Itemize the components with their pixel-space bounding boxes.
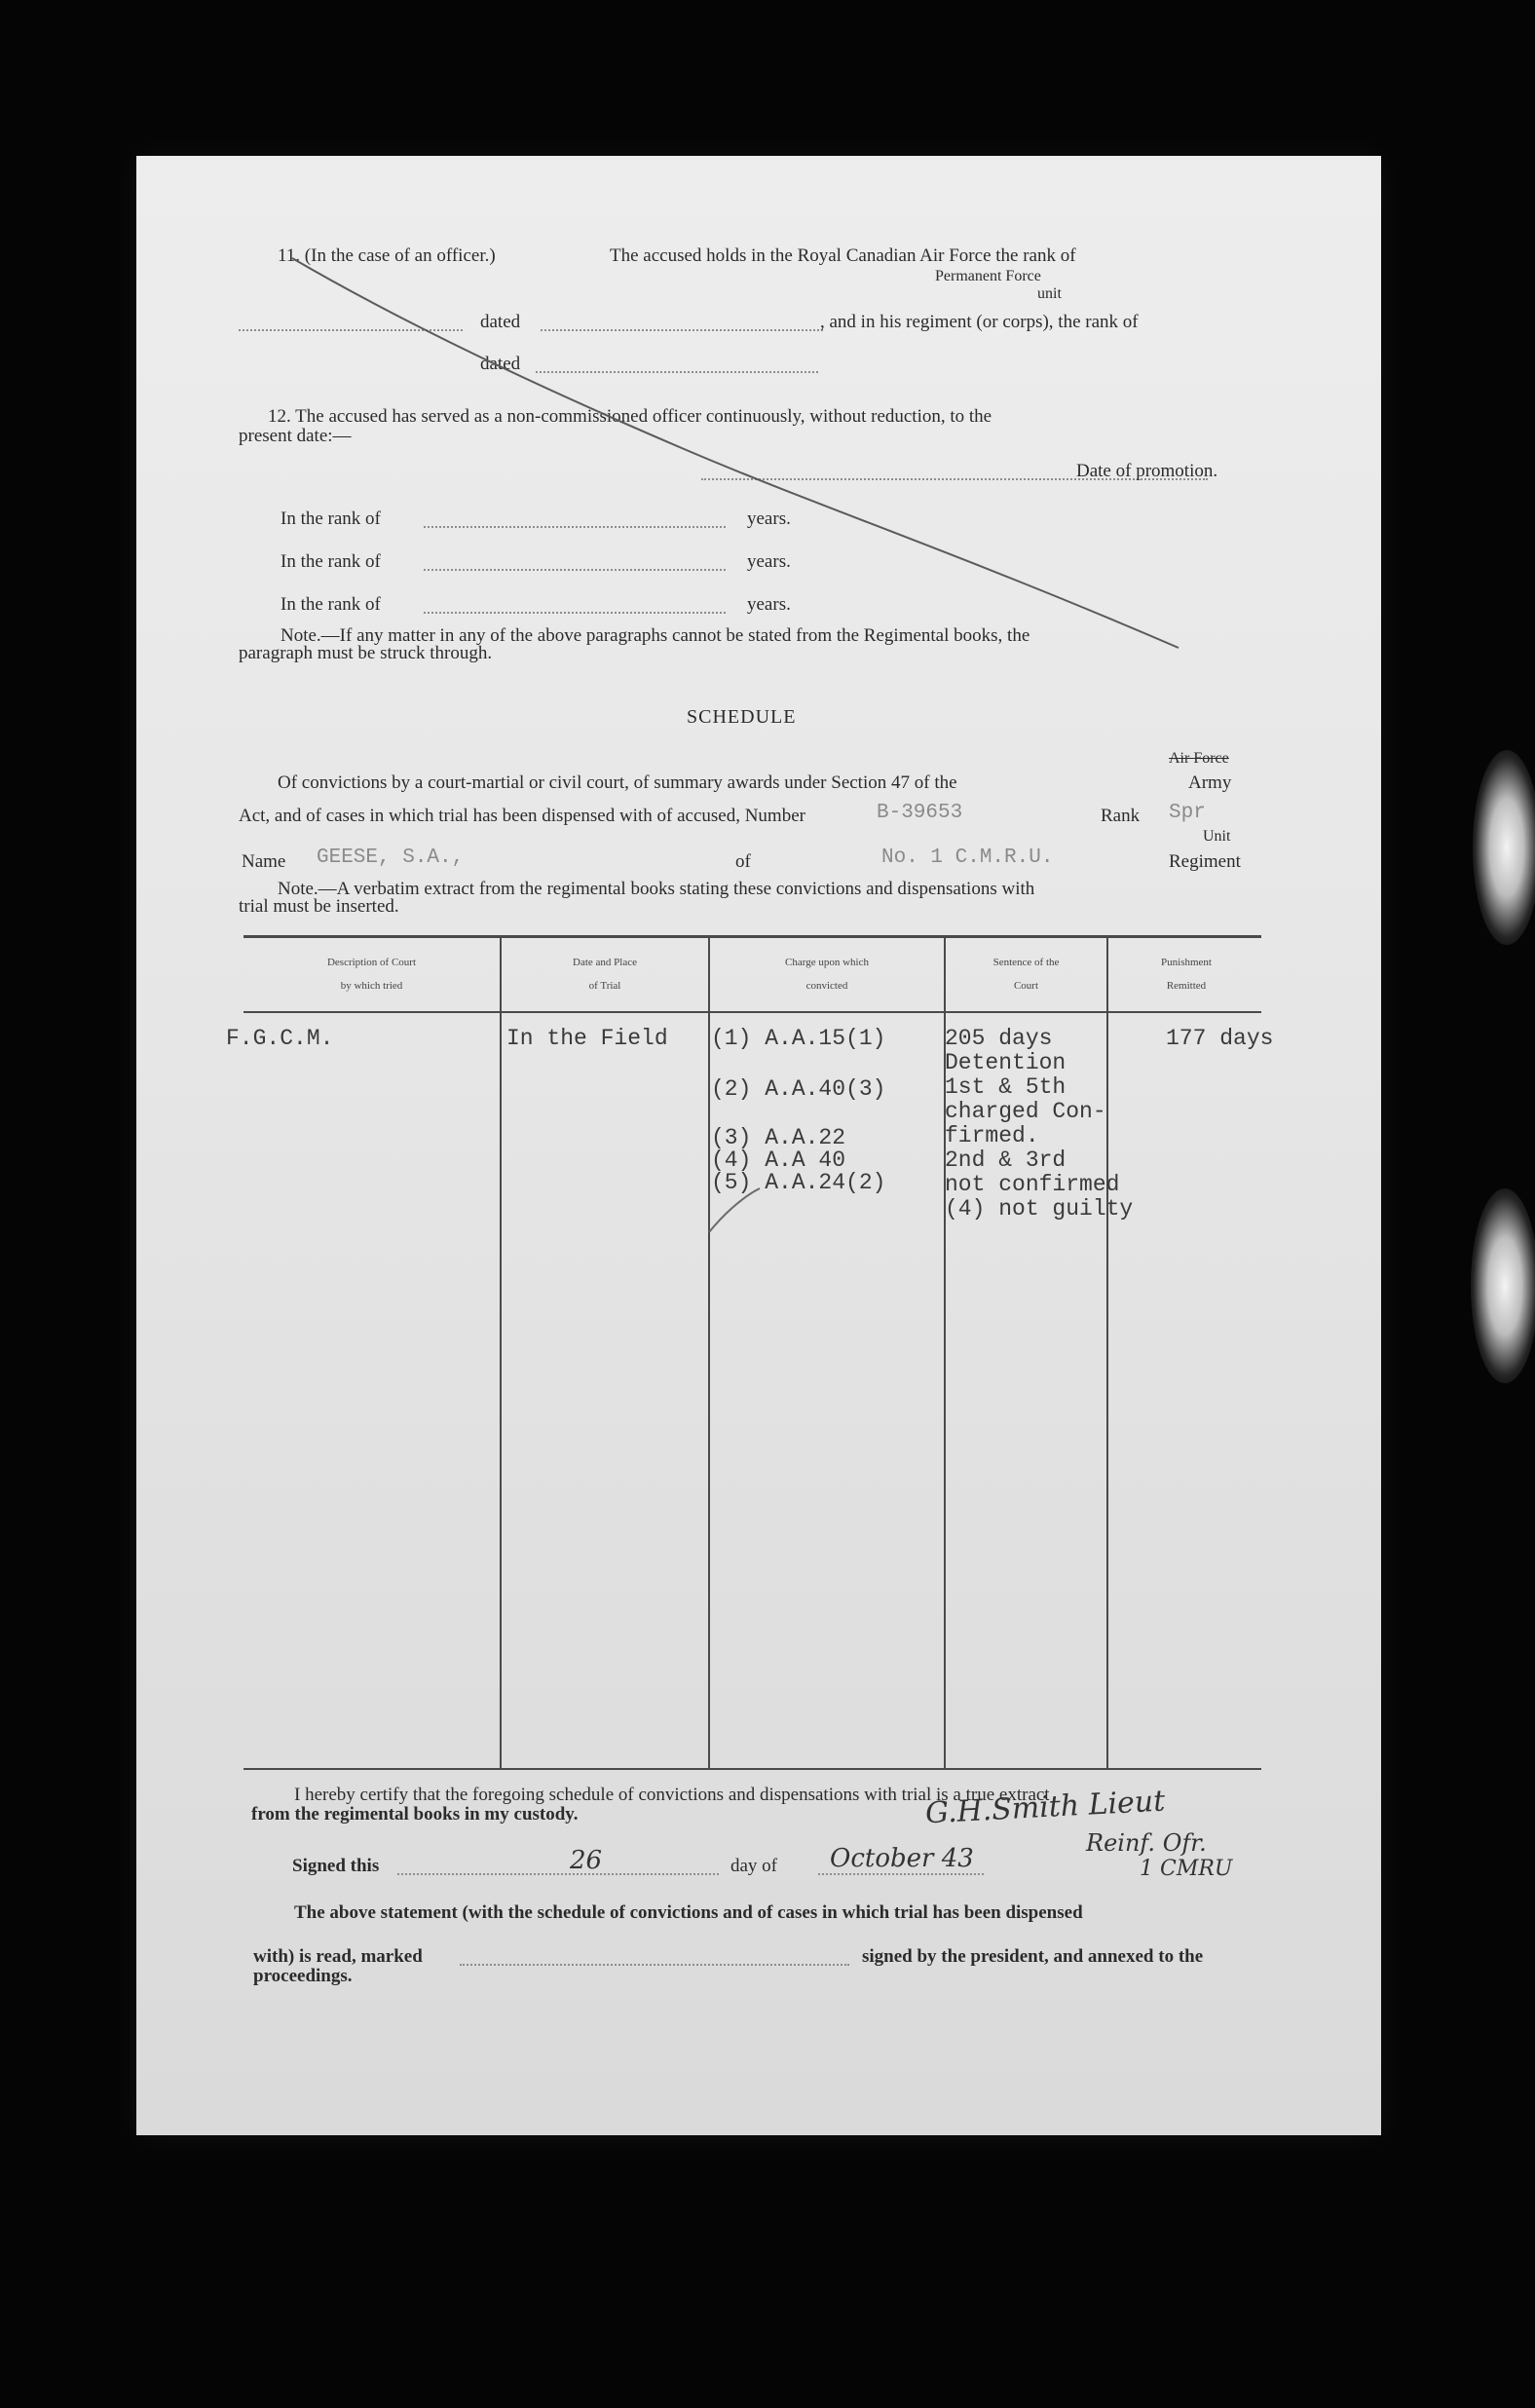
- cert-statement-line2b: signed by the president, and annexed to the: [862, 1946, 1204, 1967]
- cell-remitted: 177 days: [1166, 1026, 1274, 1051]
- cell-charge-2: (2) A.A.40(3): [711, 1076, 886, 1102]
- schedule-struck-word: Air Force: [1169, 750, 1229, 767]
- cert-day-of: day of: [730, 1856, 778, 1876]
- table-col-divider-2: [708, 938, 710, 1768]
- cell-charge-3: (3) A.A.22: [711, 1125, 846, 1150]
- header-charge-1: Charge upon which: [785, 957, 869, 968]
- cell-sentence-2: Detention: [945, 1050, 1067, 1075]
- header-place-1: Date and Place: [573, 957, 637, 968]
- rank-row-2-years: years.: [747, 551, 791, 572]
- cell-charge-4: (4) A.A 40: [711, 1148, 846, 1173]
- film-glare-upper: [1473, 750, 1535, 945]
- rank-row-2-label: In the rank of: [281, 551, 381, 572]
- schedule-note-line2: trial must be inserted.: [239, 896, 399, 917]
- rank-row-1-label: In the rank of: [281, 508, 381, 529]
- rank-row-3-years: years.: [747, 594, 791, 615]
- para11-prefix: 11. (In the case of an officer.): [278, 245, 496, 266]
- header-remitted-2: Remitted: [1166, 980, 1207, 992]
- para11-dated-label: dated: [480, 312, 521, 332]
- schedule-of-value: No. 1 C.M.R.U.: [881, 847, 1054, 869]
- header-charge-2: convicted: [805, 980, 848, 992]
- schedule-rank-label: Rank: [1101, 806, 1141, 826]
- table-bottom-rule: [243, 1768, 1261, 1770]
- cell-sentence-6: 2nd & 3rd: [945, 1148, 1067, 1173]
- cert-statement-line1: The above statement (with the schedule of convictions and of cases in which trial has been dispensed: [294, 1902, 1083, 1923]
- schedule-title: SCHEDULE: [687, 706, 797, 728]
- cell-sentence-3: 1st & 5th: [945, 1074, 1067, 1100]
- schedule-regiment-label: Regiment: [1169, 851, 1241, 872]
- cell-sentence-8: (4) not guilty: [945, 1196, 1134, 1222]
- cert-month-line: [818, 1873, 984, 1875]
- note1-line1: Note.—If any matter in any of the above paragraphs cannot be stated from the Regimental books, the: [281, 625, 1030, 646]
- cell-court: F.G.C.M.: [226, 1026, 334, 1051]
- cell-sentence-4: charged Con-: [945, 1099, 1106, 1124]
- cert-signature-sub: Reinf. Ofr.: [1086, 1829, 1207, 1857]
- para11-sub2: unit: [1037, 285, 1062, 302]
- para11-sub1: Permanent Force: [935, 268, 1041, 284]
- para12-line1: 12. The accused has served as a non-commissioned officer continuously, without reduction, to the: [268, 406, 992, 427]
- schedule-name-value: GEESE, S.A.,: [317, 847, 465, 869]
- cert-statement-line2a: with) is read, marked: [253, 1946, 423, 1967]
- header-court-2: by which tried: [340, 980, 403, 992]
- document-page: [136, 156, 1381, 2135]
- table-col-divider-1: [500, 938, 502, 1768]
- cell-place: In the Field: [506, 1026, 668, 1051]
- cert-day-value: 26: [570, 1846, 603, 1875]
- header-sentence-1: Sentence of the: [992, 957, 1060, 968]
- cert-line1: I hereby certify that the foregoing schedule of convictions and dispensations with trial is a true extract: [294, 1785, 1050, 1805]
- table-col-divider-4: [1106, 938, 1108, 1768]
- schedule-rank-value: Spr: [1169, 802, 1206, 824]
- table-header-rule: [243, 1011, 1261, 1013]
- schedule-name-label: Name: [242, 851, 286, 872]
- film-glare-lower: [1471, 1188, 1535, 1383]
- header-court-1: Description of Court: [326, 957, 417, 968]
- schedule-note-line1: Note.—A verbatim extract from the regimental books stating these convictions and dispensations with: [278, 879, 1035, 899]
- para12-date-of-promotion: Date of promotion.: [1076, 461, 1218, 481]
- cert-signature-unit: 1 CMRU: [1140, 1857, 1233, 1881]
- schedule-army: Army: [1188, 772, 1232, 793]
- cert-day-line: [397, 1873, 719, 1875]
- cert-marked-line: [460, 1964, 849, 1966]
- header-sentence-2: Court: [1013, 980, 1039, 992]
- cert-line2: from the regimental books in my custody.: [251, 1804, 579, 1825]
- para11-text2: , and in his regiment (or corps), the rank of: [820, 312, 1139, 332]
- cell-sentence-5: firmed.: [945, 1123, 1039, 1148]
- rank-row-1-years: years.: [747, 508, 791, 529]
- para11-text: The accused holds in the Royal Canadian Air Force the rank of: [610, 245, 1076, 266]
- charge-bracket-mark: [701, 1179, 779, 1237]
- cert-month-value: October 43: [830, 1844, 974, 1873]
- cell-sentence-1: 205 days: [945, 1026, 1053, 1051]
- cert-signature: G.H.Smith Lieut: [924, 1784, 1167, 1831]
- header-remitted-1: Punishment: [1161, 957, 1212, 968]
- rank-row-3-label: In the rank of: [281, 594, 381, 615]
- para11-dated-label-2: dated: [480, 354, 521, 374]
- schedule-line1: Of convictions by a court-martial or civil court, of summary awards under Section 47 of the: [278, 772, 957, 793]
- schedule-unit-label: Unit: [1203, 828, 1231, 845]
- schedule-number-value: B-39653: [877, 802, 963, 824]
- cert-statement-line3: proceedings.: [253, 1966, 353, 1986]
- note1-line2: paragraph must be struck through.: [239, 643, 493, 663]
- header-place-2: of Trial: [588, 980, 621, 992]
- schedule-line2: Act, and of cases in which trial has been dispensed with of accused, Number: [239, 806, 805, 826]
- para12-line2: present date:—: [239, 426, 352, 446]
- table-top-rule: [243, 935, 1261, 938]
- cert-signed-this: Signed this: [292, 1856, 380, 1876]
- schedule-of-label: of: [735, 851, 751, 872]
- cell-charge-5: (5) A.A.24(2): [711, 1170, 886, 1195]
- cell-sentence-7: not confirmed: [945, 1172, 1120, 1197]
- cell-charge-1: (1) A.A.15(1): [711, 1026, 886, 1051]
